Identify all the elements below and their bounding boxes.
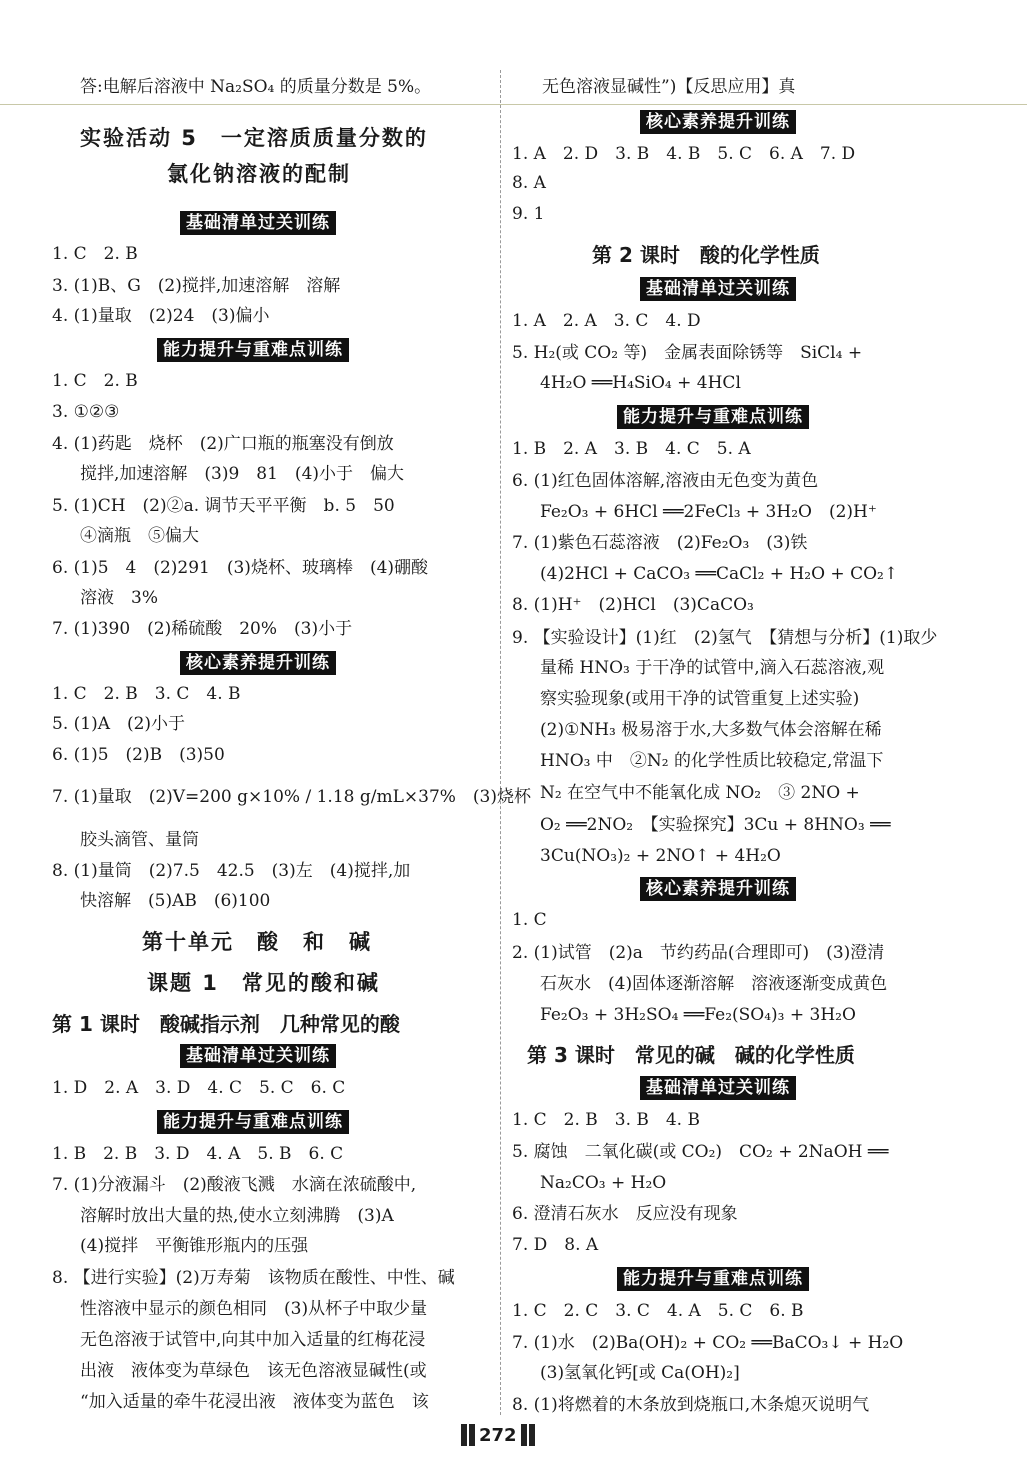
answer-line: 8. (1)H⁺ (2)HCl (3)CaCO₃ <box>512 595 754 615</box>
answer-line: 4H₂O ══H₄SiO₄ + 4HCl <box>540 373 741 393</box>
answer-line: 胶头滴管、量筒 <box>80 830 199 850</box>
section-banner: 基础清单过关训练 <box>640 277 796 301</box>
section-banner: 能力提升与重难点训练 <box>617 1267 809 1291</box>
answer-line: 3. ①②③ <box>52 402 120 422</box>
top-rule <box>0 104 1027 105</box>
page-number-text: 272 <box>479 1424 517 1446</box>
answer-line: 8. 【进行实验】(2)万寿菊 该物质在酸性、中性、碱 <box>52 1268 455 1288</box>
answer-line: O₂ ══2NO₂ 【实验探究】3Cu + 8HNO₃ ══ <box>540 815 891 835</box>
answer-line: (2)①NH₃ 极易溶于水,大多数气体会溶解在稀 <box>540 720 882 740</box>
answer-line: 1. C 2. B 3. B 4. B <box>512 1110 700 1130</box>
answer-line: 4. (1)药匙 烧杯 (2)广口瓶的瓶塞没有倒放 <box>52 434 394 454</box>
answer-line: 6. (1)5 4 (2)291 (3)烧杯、玻璃棒 (4)硼酸 <box>52 558 429 578</box>
section-heading: 第 2 课时 酸的化学性质 <box>592 243 820 267</box>
answer-line: 1. C 2. B 3. C 4. B <box>52 684 241 704</box>
section-banner: 核心素养提升训练 <box>180 651 336 675</box>
answer-line: 1. C 2. C 3. C 4. A 5. C 6. B <box>512 1301 804 1321</box>
answer-line: 1. C 2. B <box>52 244 138 264</box>
answer-line: 7. D 8. A <box>512 1235 599 1255</box>
answer-line: (4)2HCl + CaCO₃ ══CaCl₂ + H₂O + CO₂↑ <box>540 564 899 584</box>
answer-line: 3Cu(NO₃)₂ + 2NO↑ + 4H₂O <box>540 846 781 866</box>
section-heading: 实验活动 5 一定溶质质量分数的 <box>80 126 428 150</box>
answer-line: 7. (1)390 (2)稀硫酸 20% (3)小于 <box>52 619 353 639</box>
answer-line: 9. 【实验设计】(1)红 (2)氢气 【猜想与分析】(1)取少 <box>512 628 938 648</box>
section-heading: 第十单元 酸 和 碱 <box>142 930 372 954</box>
answer-line: 7. (1)紫色石蕊溶液 (2)Fe₂O₃ (3)铁 <box>512 533 808 553</box>
answer-line: 1. A 2. A 3. C 4. D <box>512 311 701 331</box>
answer-line: 量稀 HNO₃ 于干净的试管中,滴入石蕊溶液,观 <box>540 658 885 678</box>
answer-line: 1. D 2. A 3. D 4. C 5. C 6. C <box>52 1078 346 1098</box>
section-banner: 核心素养提升训练 <box>640 877 796 901</box>
answer-line: Na₂CO₃ + H₂O <box>540 1173 667 1193</box>
answer-line: (3)氢氧化钙[或 Ca(OH)₂] <box>540 1363 740 1383</box>
answer-line: 5. H₂(或 CO₂ 等) 金属表面除锈等 SiCl₄ + <box>512 343 863 363</box>
section-banner: 基础清单过关训练 <box>640 1076 796 1100</box>
answer-line: 7. (1)分液漏斗 (2)酸液飞溅 水滴在浓硫酸中, <box>52 1175 417 1195</box>
answer-line: Fe₂O₃ + 3H₂SO₄ ══Fe₂(SO₄)₃ + 3H₂O <box>540 1005 856 1025</box>
answer-line: 4. (1)量取 (2)24 (3)偏小 <box>52 306 270 326</box>
answer-line: 9. 1 <box>512 204 545 224</box>
section-heading: 课题 1 常见的酸和碱 <box>147 971 380 995</box>
answer-line: N₂ 在空气中不能氧化成 NO₂ ③ 2NO + <box>540 783 860 803</box>
answer-line: 溶液 3% <box>80 588 158 608</box>
answer-line: 8. A <box>512 173 546 193</box>
section-heading: 氯化钠溶液的配制 <box>167 162 351 186</box>
page-number <box>460 1424 536 1446</box>
answer-line: 6. (1)5 (2)B (3)50 <box>52 745 225 765</box>
section-banner: 能力提升与重难点训练 <box>157 338 349 362</box>
answer-line: 1. B 2. B 3. D 4. A 5. B 6. C <box>52 1144 344 1164</box>
answer-line: 5. (1)A (2)小于 <box>52 714 186 734</box>
answer-line: 3. (1)B、G (2)搅拌,加速溶解 溶解 <box>52 276 341 296</box>
section-banner: 基础清单过关训练 <box>180 1044 336 1068</box>
answer-line: 1. C 2. B <box>52 371 138 391</box>
answer-line: 6. (1)红色固体溶解,溶液由无色变为黄色 <box>512 471 819 491</box>
answer-line: 1. C <box>512 910 547 930</box>
answer-line: 快溶解 (5)AB (6)100 <box>80 891 271 911</box>
answer-line: 8. (1)将燃着的木条放到烧瓶口,木条熄灭说明气 <box>512 1395 870 1415</box>
answer-line: (4)搅拌 平衡锥形瓶内的压强 <box>80 1236 309 1256</box>
section-banner: 能力提升与重难点训练 <box>157 1110 349 1134</box>
answer-line: 无色溶液显碱性”)【反思应用】真 <box>542 77 796 97</box>
answer-line: 搅拌,加速溶解 (3)9 81 (4)小于 偏大 <box>80 464 405 484</box>
page-mark-left-2 <box>469 1424 475 1446</box>
page-mark-right-2 <box>529 1424 535 1446</box>
answer-line: 无色溶液于试管中,向其中加入适量的红梅花浸 <box>80 1330 426 1350</box>
section-banner: 核心素养提升训练 <box>640 110 796 134</box>
column-divider <box>500 70 501 1415</box>
answer-line: 7. (1)量取 (2)V=200 g×10% / 1.18 g/mL×37% (3)烧杯 <box>52 787 531 807</box>
answer-line: 7. (1)水 (2)Ba(OH)₂ + CO₂ ══BaCO₃↓ + H₂O <box>512 1333 904 1353</box>
answer-line: ④滴瓶 ⑤偏大 <box>80 526 199 546</box>
answer-line: 出液 液体变为草绿色 该无色溶液显碱性(或 <box>80 1361 427 1381</box>
section-banner: 基础清单过关训练 <box>180 211 336 235</box>
answer-line: 6. 澄清石灰水 反应没有现象 <box>512 1204 738 1224</box>
page-mark-right <box>521 1424 527 1446</box>
answer-line: 2. (1)试管 (2)a 节约药品(合理即可) (3)澄清 <box>512 943 885 963</box>
answer-line: 1. B 2. A 3. B 4. C 5. A <box>512 439 751 459</box>
section-heading: 第 1 课时 酸碱指示剂 几种常见的酸 <box>52 1012 400 1036</box>
answer-line: 1. A 2. D 3. B 4. B 5. C 6. A 7. D <box>512 144 856 164</box>
answer-line: Fe₂O₃ + 6HCl ══2FeCl₃ + 3H₂O (2)H⁺ <box>540 502 877 522</box>
answer-line: 石灰水 (4)固体逐渐溶解 溶液逐渐变成黄色 <box>540 974 888 994</box>
answer-line: HNO₃ 中 ②N₂ 的化学性质比较稳定,常温下 <box>540 751 884 771</box>
answer-line: 5. 腐蚀 二氧化碳(或 CO₂) CO₂ + 2NaOH ══ <box>512 1142 889 1162</box>
answer-line: 溶解时放出大量的热,使水立刻沸腾 (3)A <box>80 1206 394 1226</box>
answer-line: 性溶液中显示的颜色相同 (3)从杯子中取少量 <box>80 1299 428 1319</box>
answer-line: “加入适量的牵牛花浸出液 液体变为蓝色 该 <box>80 1392 429 1412</box>
answer-line: 察实验现象(或用干净的试管重复上述实验) <box>540 689 860 709</box>
section-heading: 第 3 课时 常见的碱 碱的化学性质 <box>527 1043 855 1067</box>
answer-line: 答:电解后溶液中 Na₂SO₄ 的质量分数是 5%。 <box>80 77 432 97</box>
section-banner: 能力提升与重难点训练 <box>617 405 809 429</box>
answer-line: 8. (1)量筒 (2)7.5 42.5 (3)左 (4)搅拌,加 <box>52 861 411 881</box>
answer-line: 5. (1)CH (2)②a. 调节天平平衡 b. 5 50 <box>52 496 395 516</box>
page-mark-left <box>461 1424 467 1446</box>
